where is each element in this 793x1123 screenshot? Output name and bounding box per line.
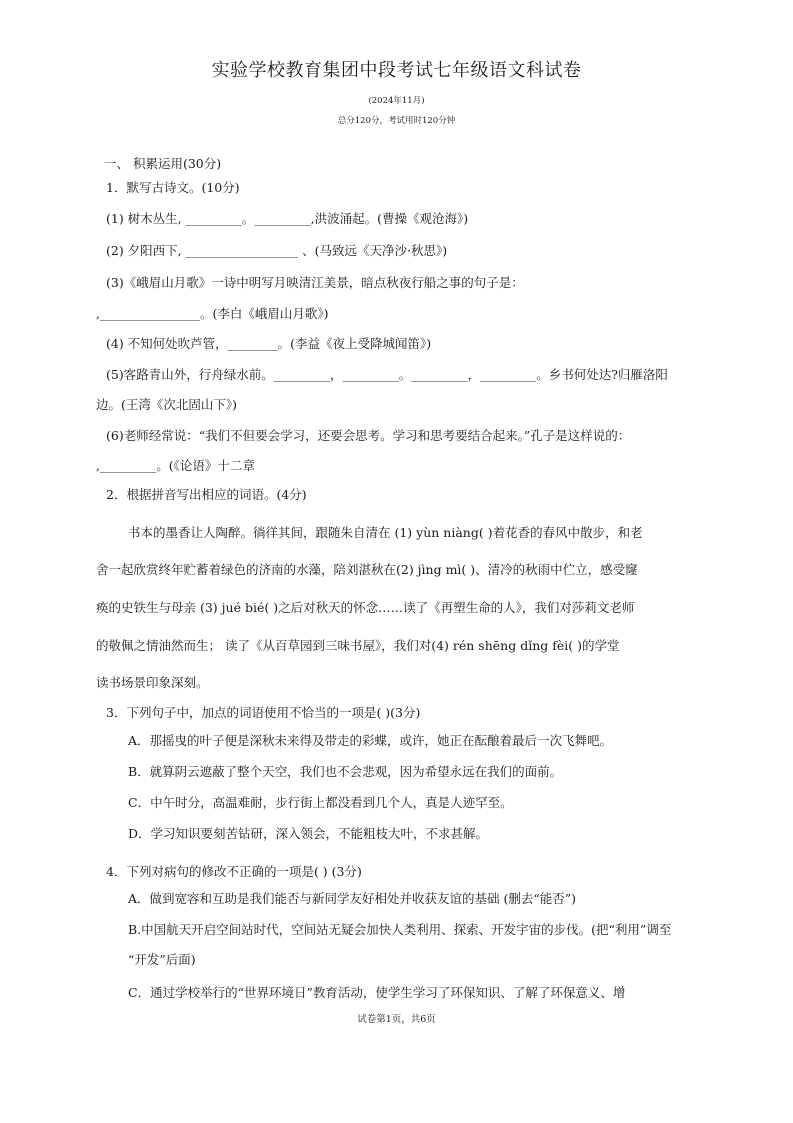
question-1-item-2: (2) 夕阳西下, __________________ 、(马致远《天净沙·秋思》) [106, 243, 448, 258]
question-1-item-5-cont: 边。(王湾《次北固山下》) [96, 397, 238, 412]
question-4-option-a: A．做到宽容和互助是我们能否与新同学友好相处并收获友谊的基础 (删去“能否”) [128, 891, 577, 906]
question-2-passage-line: 书本的墨香让人陶醉。徜徉其间，跟随朱自清在 (1) yùn niàng( )着花香的春风中散步，和老 [128, 525, 643, 540]
question-2-passage-line: 读书场景印象深刻。 [96, 675, 209, 690]
question-1-item-3: (3)《峨眉山月歌》一诗中明写月映清江美景，暗点秋夜行船之事的句子是： [106, 275, 524, 290]
question-1-item-4: (4) 不知何处吹芦管，________。(李益《夜上受降城闻笛》) [106, 336, 432, 351]
question-4-option-c: C．通过学校举行的“世界环境日”教育活动，使学生学习了环保知识、了解了环保意义、增 [128, 985, 626, 1000]
exam-date: (2024年11月) [368, 96, 425, 106]
section-heading: 一、 积累运用(30分) [104, 156, 222, 171]
question-2-passage-line: 的敬佩之情油然而生； 读了《从百草园到三味书屋》，我们对(4) rén shēng dǐng fèi( )的学堂 [96, 638, 620, 653]
exam-info: 总分120分，考试用时120分钟 [337, 116, 456, 126]
question-4-option-b-cont: “开发”后面) [128, 952, 196, 967]
question-1-item-1: (1) 树木丛生, _________。_________,洪波涌起。(曹操《观沧海》) [106, 211, 469, 226]
question-1-item-3-cont: ,________________。(李白《峨眉山月歌》) [96, 306, 329, 321]
question-3-option-d: D．学习知识要刻苦钻研，深入领会，不能粗枝大叶，不求甚解。 [128, 826, 489, 841]
question-2-stem: 2．根据拼音写出相应的词语。(4分) [106, 487, 307, 502]
question-4-option-b: B.中国航天开启空间站时代，空间站无疑会加快人类利用、探索、开发宇宙的步伐。(把“利用”调至 [128, 922, 672, 937]
question-1-item-6-cont: ,_________。(《论语》十二章 [96, 458, 255, 473]
page-footer: 试卷第1页，共6页 [357, 1014, 436, 1025]
question-1-item-5: (5)客路青山外，行舟绿水前。_________，_________。_________，_________。乡书何处达?归雁洛阳 [106, 367, 668, 382]
question-2-passage-line: 舍一起欣赏终年贮蓄着绿色的济南的水藻，陪刘湛秋在(2) jìng mì( )、清冷的秋雨中伫立，感受窿 [96, 562, 638, 577]
question-1-stem: 1．默写古诗文。(10分) [106, 180, 240, 195]
question-3-option-a: A．那摇曳的叶子便是深秋未来得及带走的彩蝶，或许，她正在酝酿着最后一次飞舞吧。 [128, 733, 613, 748]
question-2-passage-line: 痪的史铁生与母亲 (3) jué bié( )之后对秋天的怀念……读了《再塑生命的人》，我们对莎莉文老师 [96, 600, 635, 615]
exam-title: 实验学校教育集团中段考试七年级语文科试卷 [211, 60, 582, 81]
question-4-stem: 4．下列对病句的修改不正确的一项是( ) (3分) [106, 864, 362, 879]
question-1-item-6: (6)老师经常说：“我们不但要会学习，还要会思考。学习和思考要结合起来。”孔子是这样说的： [106, 428, 631, 443]
question-3-option-b: B．就算阴云遮蔽了整个天空，我们也不会悲观，因为希望永远在我们的面前。 [128, 764, 563, 779]
question-3-stem: 3．下列句子中，加点的词语使用不恰当的一项是( )(3分) [106, 705, 421, 720]
question-3-option-c: C．中午时分，高温难耐，步行街上都没看到几个人，真是人迹罕至。 [128, 795, 513, 810]
